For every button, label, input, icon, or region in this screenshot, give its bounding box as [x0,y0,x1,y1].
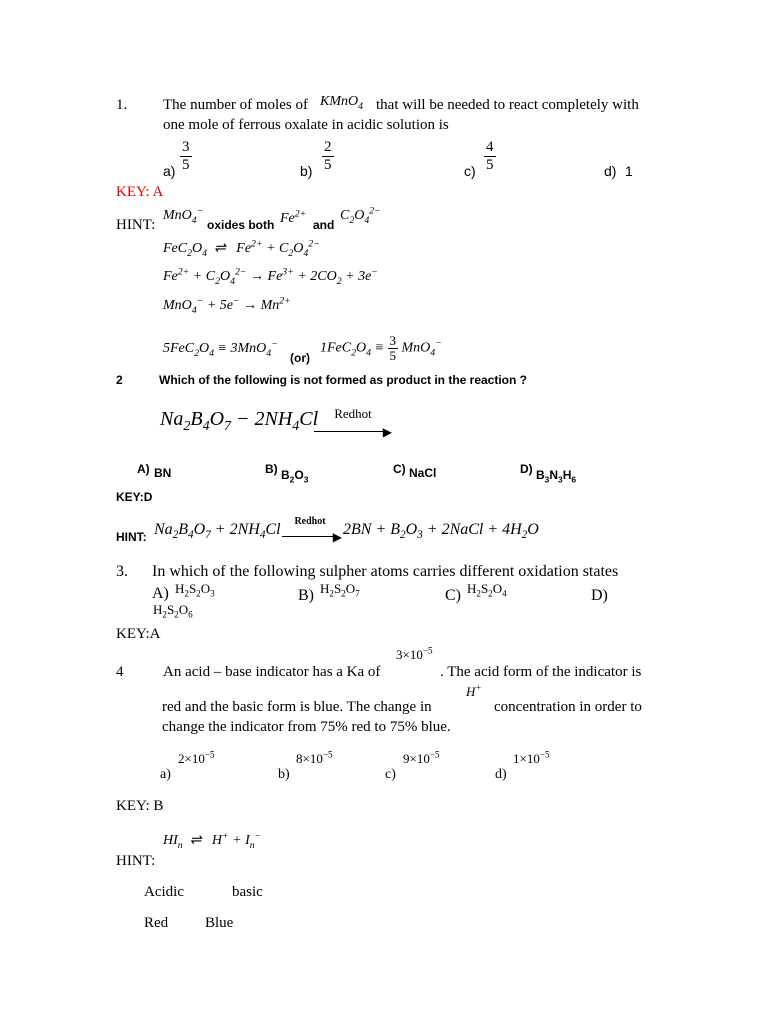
q4-option-b-label: b) [278,767,290,782]
q1-option-a-fraction: $\frac{3}{5}$ [182,139,190,173]
q4-option-b-value: $8\times 10^{-5}$ [296,749,333,766]
q2-reaction: $Na_2B_4O_7 - 2NH_4Cl$ [160,408,319,434]
q2-number: 2 [116,373,123,387]
q1-hint-eq2: $Fe^{2+} + C_2O_4^{2-} \to Fe^{3+} + 2CO_2 + 3e^-$ [163,266,378,287]
q2-arrow-label: Redhot [334,406,372,421]
q2-option-c-label: C) [393,462,406,476]
q2-option-a-value: BN [154,466,172,480]
q4-hint-basic: basic [232,884,263,900]
q4-text-line1-end: . The acid form of the indicator is [440,664,642,680]
q1-option-d-value: 1 [625,163,633,179]
q3-option-d-label: D) [591,587,608,604]
q3-number: 3. [116,563,128,580]
q1-option-a-label: a) [163,163,176,179]
q1-number: 1. [116,97,128,113]
q1-hint-label: HINT: [116,217,156,233]
q4-hint-blue: Blue [205,915,234,931]
q4-text-line2-end: concentration in order to [494,699,642,715]
q1-hint-or: (or) [290,351,310,365]
q4-option-a-label: a) [160,767,171,782]
q1-hint-eq1: $FeC_2O_4$ ⇌ $Fe^{2+} + C_2O_4^{2-}$ [163,238,320,259]
q1-option-d-label: d) [604,163,617,179]
q1-hint-ferrous-ion: $Fe^{2+}$ [280,208,307,226]
q1-hint-oxides: oxides both [207,218,275,232]
q2-option-c-value: NaCl [409,466,437,480]
q4-hint-equilibrium: $HI_n$ ⇌ $H^+ + I_n^-$ [163,830,262,851]
q1-option-b-label: b) [300,163,313,179]
q2-hint-label: HINT: [116,530,147,544]
q1-hint-and: and [313,218,335,232]
q2-key: KEY:D [116,490,153,504]
q4-option-d-label: d) [495,767,507,782]
q4-option-c-value: $9\times 10^{-5}$ [403,749,440,766]
q2-question: Which of the following is not formed as product in the reaction ? [159,373,527,387]
q1-hint-eq3: $MnO_4^- + 5e^- \to Mn^{2+}$ [163,295,291,316]
q3-option-a-formula: $H_2S_2O_3$ [175,581,215,599]
q3-option-d-formula: $H_2S_2O_6$ [153,602,193,620]
q1-formula: KMnO$_4$ [320,94,364,112]
q4-option-c-label: c) [385,767,396,782]
q2-hint-reactants: $Na_2B_4O_7 + 2NH_4Cl$ [154,521,281,542]
q4-text-line1-start: An acid – base indicator has a Ka of [163,664,381,680]
q3-question: In which of the following sulpher atoms carries different oxidation states [152,563,619,580]
q4-key: KEY: B [116,798,164,814]
q2-hint-products: $2BN + B_2O_3$ + 2NaCl + $4H_2O$ [343,521,539,542]
q4-option-d-value: $1\times 10^{-5}$ [513,749,550,766]
q1-hint-oxalate: $C_2O_4^{2-}$ [340,205,381,226]
q3-option-c-label: C) [445,587,461,604]
q2-option-b-value: $B_2O_3$ [281,468,309,485]
q1-hint-permanganate: MnO$_4$− [163,205,204,226]
q2-reaction-arrow: Redhot ▶ [314,406,392,440]
q4-hydrogen-ion: H+ [466,682,482,699]
q3-key: KEY:A [116,626,161,642]
q4-text-line2-start: red and the basic form is blue. The change in [162,699,432,715]
q2-option-d-value: $B_3N_3H_6$ [536,468,577,485]
q2-option-b-label: B) [265,462,278,476]
q4-option-a-value: $2\times 10^{-5}$ [178,749,215,766]
q1-hint-eq4: $5FeC_2O_4 \equiv 3MnO_4^-$ [163,338,278,359]
q3-option-a-label: A) [152,585,169,602]
q1-option-c-label: c) [464,163,476,179]
q1-option-c-fraction: $\frac{4}{5}$ [486,139,494,173]
q3-option-c-formula: $H_2S_2O_4$ [467,581,507,599]
q1-text-start: The number of moles of [163,97,308,113]
q3-option-b-label: B) [298,587,314,604]
q4-hint-acidic: Acidic [144,884,184,900]
q4-hint-red: Red [144,915,169,931]
q2-hint-arrow: Redhot ▶ [282,516,342,545]
q1-key: KEY: A [116,184,164,200]
q1-hint-eq5: $1FeC_2O_4$ ≡ $\frac{3}{5}$ MnO$_4$− [320,333,442,363]
q4-hint-label: HINT: [116,853,156,869]
q4-ka-value: $3\times 10^{-5}$ [396,645,433,662]
q4-text-line3: change the indicator from 75% red to 75% blue. [162,719,451,735]
q1-option-b-fraction: $\frac{2}{5}$ [324,139,332,173]
q3-option-b-formula: $H_2S_2O_7$ [320,581,360,599]
q2-option-a-label: A) [137,462,150,476]
q1-text-line2: one mole of ferrous oxalate in acidic solution is [163,117,449,133]
q2-hint-arrow-label: Redhot [294,516,326,527]
q1-text-end: that will be needed to react completely with [376,97,639,113]
q4-number: 4 [116,664,124,680]
q2-option-d-label: D) [520,462,533,476]
